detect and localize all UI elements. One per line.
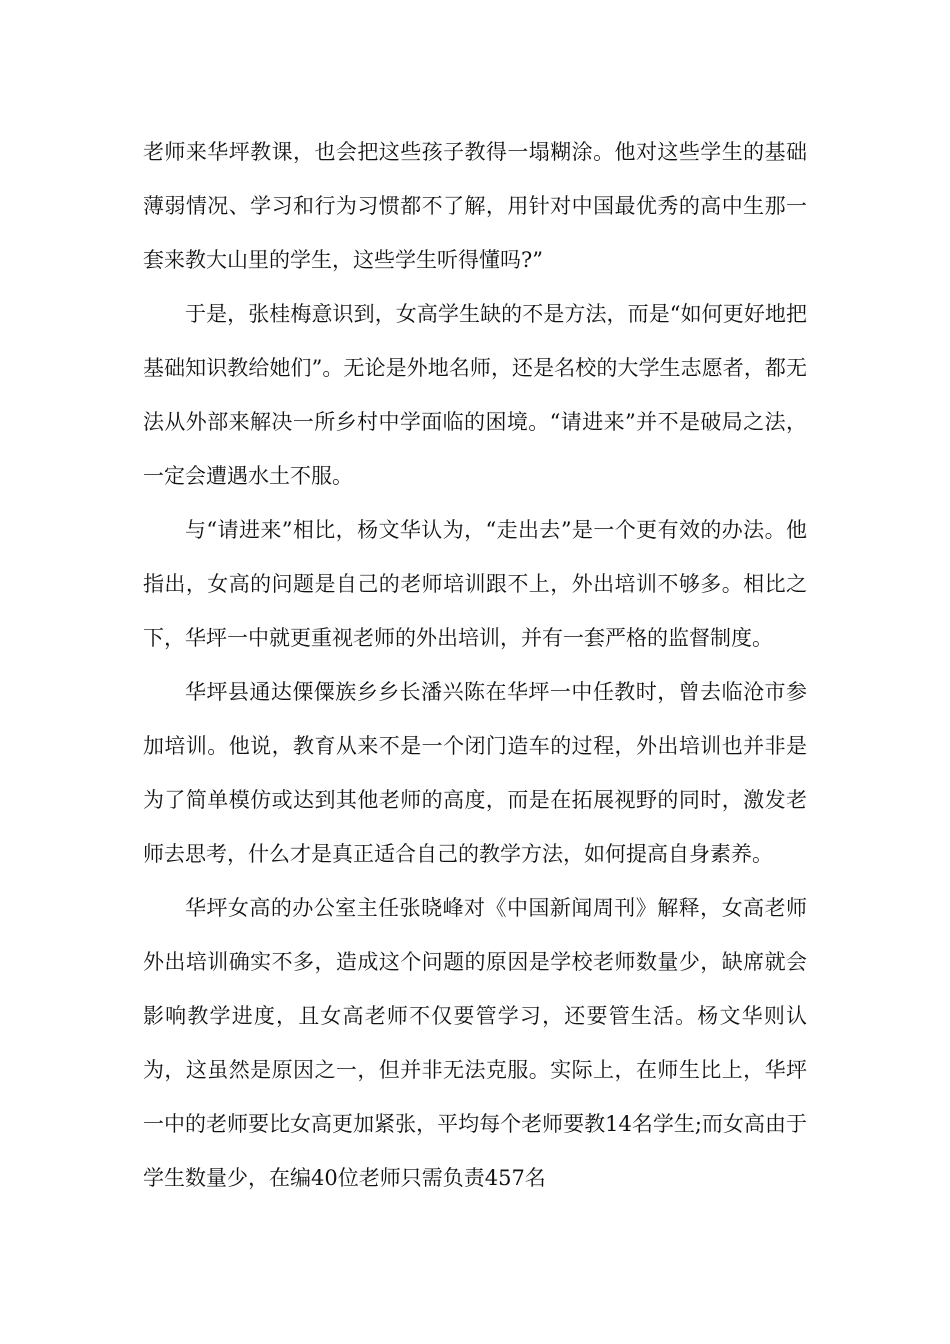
paragraph: 于是，张桂梅意识到，女高学生缺的不是方法，而是“如何更好地把基础知识教给她们”。无论是外地名师，还是名校的大学生志愿者，都无法从外部来解决一所乡村中学面临的困境。“请进来”并不是破局之法，一定会遭遇水土不服。 [143,302,807,488]
paragraph: 华坪县通达傈僳族乡乡长潘兴陈在华坪一中任教时，曾去临沧市参加培训。他说，教育从来不是一个闭门造车的过程，外出培训也并非是为了简单模仿或达到其他老师的高度，而是在拓展视野的同时，激发老师去思考，什么才是真正适合自己的教学方法，如何提高自身素养。 [143,680,807,866]
paragraph: 华坪女高的办公室主任张晓峰对《中国新闻周刊》解释，女高老师外出培训确实不多，造成这个问题的原因是学校老师数量少，缺席就会影响教学进度，且女高老师不仅要管学习，还要管生活。杨文华则认为，这虽然是原因之一，但并非无法克服。实际上，在师生比上，华坪一中的老师要比女高更加紧张，平均每个老师要教14名学生;而女高由于学生数量少，在编40位老师只需负责457名 [143,896,807,1190]
paragraph: 与“请进来”相比，杨文华认为，“走出去”是一个更有效的办法。他指出，女高的问题是自己的老师培训跟不上，外出培训不够多。相比之下，华坪一中就更重视老师的外出培训，并有一套严格的监督制度。 [143,518,807,650]
article-body [143,125,807,1205]
paragraph-continued: 老师来华坪教课，也会把这些孩子教得一塌糊涂。他对这些学生的基础薄弱情况、学习和行为习惯都不了解，用针对中国最优秀的高中生那一套来教大山里的学生，这些学生听得懂吗?” [143,140,807,272]
